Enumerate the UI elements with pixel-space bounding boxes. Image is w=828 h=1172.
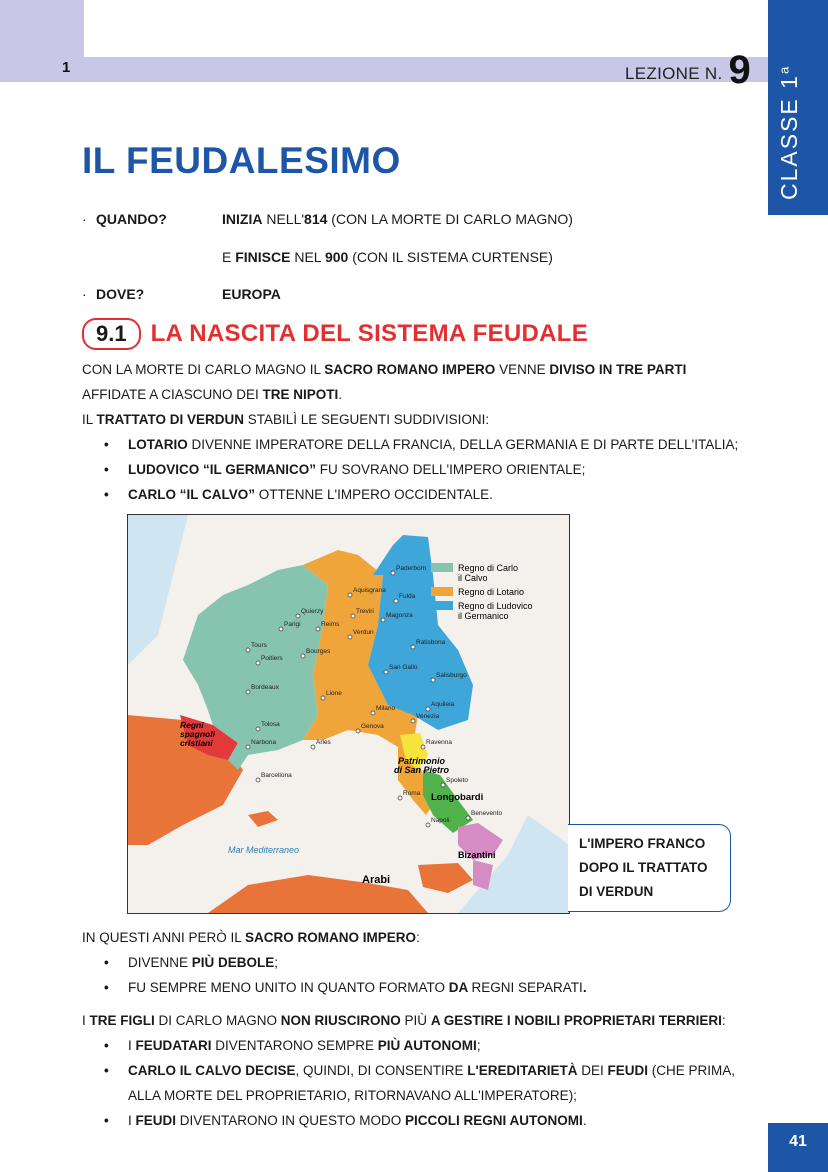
page-number-left: 1 xyxy=(62,59,71,76)
page-title: IL FEUDALESIMO xyxy=(82,140,401,181)
city-label: Parigi xyxy=(284,621,301,628)
legend-label: il Calvo xyxy=(458,573,488,583)
city-marker xyxy=(371,711,375,715)
city-marker xyxy=(348,635,352,639)
city-marker xyxy=(348,593,352,597)
label-bizantini: Bizantini xyxy=(458,850,496,860)
meta-dove-value: EUROPA xyxy=(222,286,281,302)
class-side-tab-text: CLASSE 1$^a$ xyxy=(776,64,802,200)
city-label: Milano xyxy=(376,705,396,712)
map-frankish-empire xyxy=(127,514,570,914)
bullet-item: • I FEUDATARI DIVENTARONO SEMPRE PIÙ AUTONOMI; xyxy=(104,1038,481,1053)
city-marker xyxy=(256,661,260,665)
city-marker xyxy=(296,614,300,618)
city-marker xyxy=(398,796,402,800)
city-marker xyxy=(441,783,445,787)
city-label: Lione xyxy=(326,690,342,697)
label-sea: Mar Mediterraneo xyxy=(228,845,300,855)
city-marker xyxy=(426,823,430,827)
lesson-label xyxy=(625,44,752,92)
city-marker xyxy=(256,727,260,731)
city-label: Napoli xyxy=(431,817,450,824)
city-label: Reims xyxy=(321,621,340,628)
caption-line: DOPO IL TRATTATO xyxy=(579,860,708,875)
paragraph-line: AFFIDATE A CIASCUNO DEI TRE NIPOTI. xyxy=(82,387,343,402)
city-marker xyxy=(391,571,395,575)
city-label: Tours xyxy=(251,642,267,649)
city-label: Magonza xyxy=(386,612,413,619)
bullet-item: • FU SEMPRE MENO UNITO IN QUANTO FORMATO DA REGNI SEPARATI. xyxy=(104,980,587,995)
city-marker xyxy=(384,670,388,674)
label-spagnoli-3: cristiani xyxy=(180,738,213,748)
label-longobardi: Longobardi xyxy=(431,792,484,803)
section-number: 9.1 xyxy=(82,318,141,350)
meta-quando-line2: E FINISCE NEL 900 (CON IL SISTEMA CURTENSE) xyxy=(222,249,553,265)
city-label: Venezia xyxy=(416,713,440,720)
bullet-item: • CARLO IL CALVO DECISE, QUINDI, DI CONSENTIRE L'EREDITARIETÀ DEI FEUDI (CHE PRIMA, xyxy=(104,1063,735,1078)
city-label: San Gallo xyxy=(389,664,418,671)
city-marker xyxy=(431,678,435,682)
caption-line: L'IMPERO FRANCO xyxy=(579,836,706,851)
bullet-item: • CARLO “IL CALVO” OTTENNE L'IMPERO OCCIDENTALE. xyxy=(104,487,493,502)
city-label: Paderborn xyxy=(396,565,427,572)
city-label: Arles xyxy=(316,739,331,746)
label-patrimonio-1: Patrimonio xyxy=(398,756,446,766)
section-heading xyxy=(82,318,588,350)
lesson-label-text: LEZIONE N. xyxy=(625,64,723,83)
class-side-tab xyxy=(768,0,828,215)
city-label: Barcellona xyxy=(261,772,292,779)
meta-dove: · DOVE? EUROPA xyxy=(82,286,281,302)
city-label: Quierzy xyxy=(301,608,324,615)
city-label: Aquileia xyxy=(431,701,455,708)
bullet-item: • LOTARIO DIVENNE IMPERATORE DELLA FRANCIA, DELLA GERMANIA E DI PARTE DELL'ITALIA; xyxy=(104,437,738,452)
legend-label: Regno di Ludovico xyxy=(458,601,533,611)
section-title: LA NASCITA DEL SISTEMA FEUDALE xyxy=(150,320,589,347)
city-marker xyxy=(356,729,360,733)
city-label: Roma xyxy=(403,790,421,797)
legend-swatch-ludovico xyxy=(431,601,453,610)
city-marker xyxy=(426,707,430,711)
paragraph-line: IL TRATTATO DI VERDUN STABILÌ LE SEGUENTI SUDDIVISIONI: xyxy=(82,412,490,427)
page-number-right: 41 xyxy=(768,1123,828,1172)
map-caption xyxy=(568,824,731,912)
city-label: Spoleto xyxy=(446,777,469,784)
lesson-number: 9 xyxy=(728,48,752,92)
city-marker xyxy=(351,614,355,618)
city-label: Salisburgo xyxy=(436,672,467,679)
city-marker xyxy=(466,816,470,820)
city-marker xyxy=(311,745,315,749)
city-label: Fulda xyxy=(399,593,416,600)
paragraph-line: CON LA MORTE DI CARLO MAGNO IL SACRO ROMANO IMPERO VENNE DIVISO IN TRE PARTI xyxy=(82,362,687,377)
city-label: Poitiers xyxy=(261,655,283,662)
city-label: Bourges xyxy=(306,648,331,655)
label-patrimonio-2: di San Pietro xyxy=(394,765,450,775)
paragraph-line: I TRE FIGLI DI CARLO MAGNO NON RIUSCIRONO PIÙ A GESTIRE I NOBILI PROPRIETARI TERRIERI: xyxy=(82,1013,726,1028)
city-label: Genova xyxy=(361,723,384,730)
legend-label: Regno di Carlo xyxy=(458,563,519,573)
city-marker xyxy=(246,690,250,694)
city-marker xyxy=(411,645,415,649)
legend-swatch-carlo xyxy=(431,563,453,572)
city-marker xyxy=(381,618,385,622)
city-marker xyxy=(246,745,250,749)
legend-label: Regno di Lotario xyxy=(458,587,525,597)
paragraph-line: IN QUESTI ANNI PERÒ IL SACRO ROMANO IMPERO: xyxy=(82,930,420,945)
city-marker xyxy=(421,745,425,749)
legend-label: il Germanico xyxy=(458,611,509,621)
city-marker xyxy=(394,599,398,603)
city-label: Ravenna xyxy=(426,739,453,746)
city-label: Aquisgrana xyxy=(353,587,386,594)
bullet-continuation: ALLA MORTE DEL PROPRIETARIO, RITORNAVANO ALL'IMPERATORE); xyxy=(128,1088,577,1103)
meta-quando-label: QUANDO? xyxy=(96,211,167,227)
city-label: Benevento xyxy=(471,810,503,817)
bullet-item: • DIVENNE PIÙ DEBOLE; xyxy=(104,955,278,970)
meta-dove-label: DOVE? xyxy=(96,286,145,302)
map-svg xyxy=(128,515,569,913)
city-marker xyxy=(256,778,260,782)
city-label: Bordeaux xyxy=(251,684,279,691)
city-label: Ratisbona xyxy=(416,639,446,646)
city-label: Tolosa xyxy=(261,721,280,728)
city-label: Verdun xyxy=(353,629,374,636)
city-marker xyxy=(411,719,415,723)
city-marker xyxy=(316,627,320,631)
city-label: Narbona xyxy=(251,739,276,746)
label-spagnoli-2: spagnoli xyxy=(180,729,215,739)
label-arabi: Arabi xyxy=(362,874,391,886)
city-marker xyxy=(321,696,325,700)
caption-line: DI VERDUN xyxy=(579,884,654,899)
city-marker xyxy=(279,627,283,631)
city-marker xyxy=(301,654,305,658)
legend-swatch-lotario xyxy=(431,587,453,596)
meta-quando-line1: · QUANDO? INIZIA NELL'814 (CON LA MORTE DI CARLO MAGNO) xyxy=(82,211,573,227)
bullet-item: • LUDOVICO “IL GERMANICO” FU SOVRANO DELL'IMPERO ORIENTALE; xyxy=(104,462,585,477)
city-marker xyxy=(246,648,250,652)
label-spagnoli-1: Regni xyxy=(180,720,204,730)
city-label: Treviri xyxy=(356,608,374,615)
bullet-item: • I FEUDI DIVENTARONO IN QUESTO MODO PICCOLI REGNI AUTONOMI. xyxy=(104,1113,587,1128)
